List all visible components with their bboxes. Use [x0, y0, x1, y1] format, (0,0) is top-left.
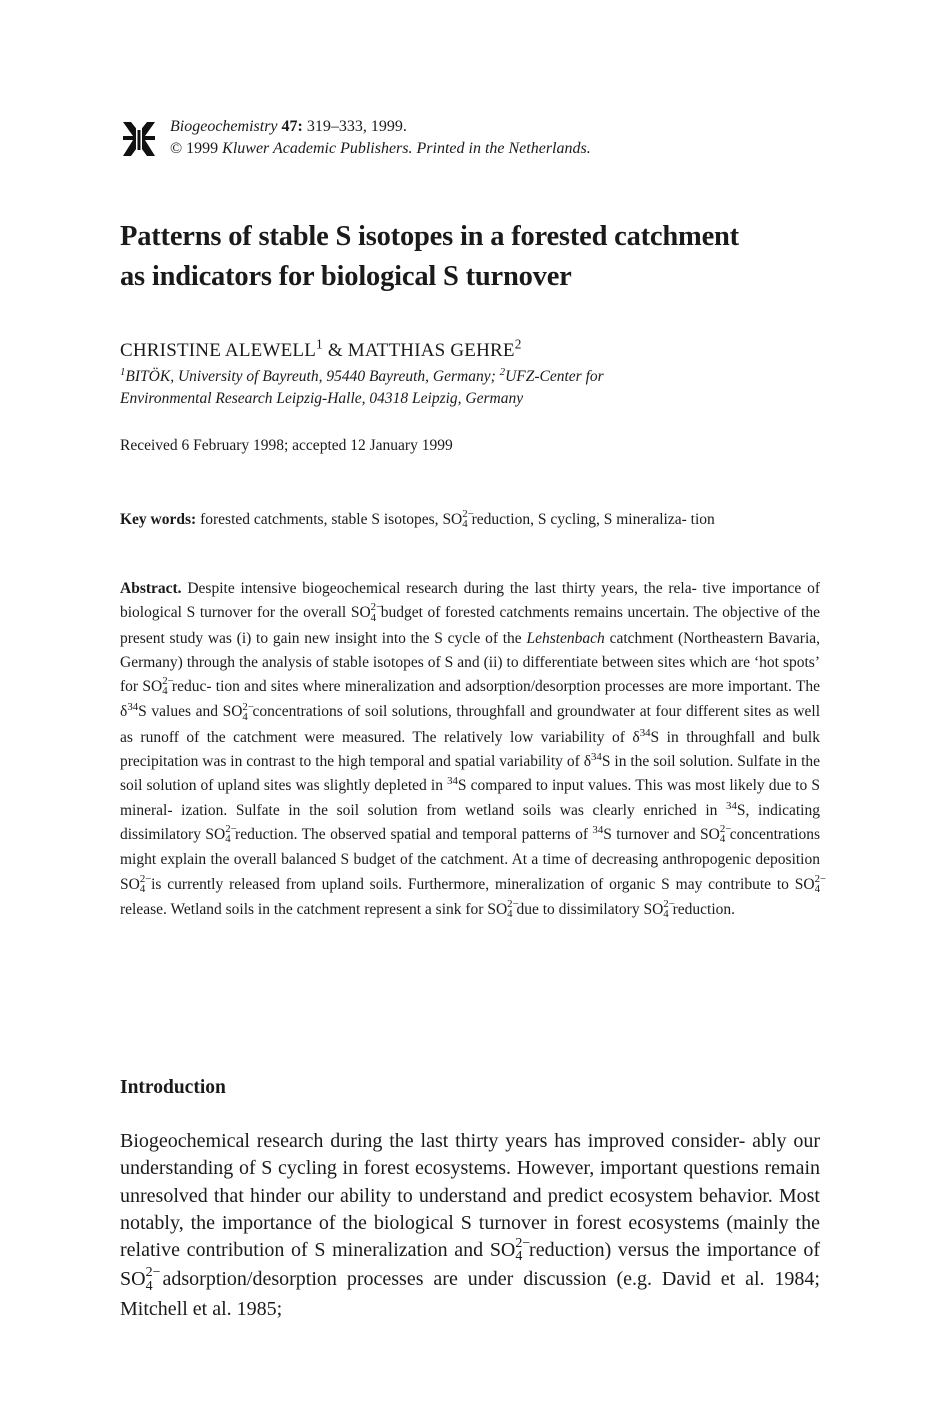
abstract-text: reduction. The observed spatial and temporal patterns of: [235, 825, 588, 843]
journal-pages: 319–333, 1999.: [306, 118, 407, 135]
section-heading-introduction: Introduction: [120, 1077, 226, 1098]
sulfate-formula: SO 2− $_4$: [700, 823, 732, 846]
received-dates: Received 6 February 1998; accepted 12 January 1999: [120, 437, 453, 454]
sulfate-formula: SO 2− $_4$: [120, 872, 152, 895]
intro-text: adsorption/desorption processes are under discussion (e.g. David et al. 1984; Mitchell et al. 1985;: [120, 1268, 820, 1320]
journal-name: Biogeochemistry: [170, 118, 278, 135]
isotope-mass: 34: [592, 824, 604, 837]
abstract-text: concentrations of soil solutions, throughfall and groundwater at four different sites as well as runoff of the catchment were measured. The relatively low variability of: [120, 703, 821, 746]
sulfate-formula: SO 2− $_4$: [794, 872, 827, 895]
abstract-text: S compared to input values. This was most likely due to S mineral- ization. Sulfate in the soil solution from wetland soils was clearly enriched in: [120, 777, 821, 819]
abstract-text: S in the soil solution. Sulfate in the soil solution of upland sites was slightly depleted in: [120, 753, 821, 795]
author-1-affil-mark: 1: [316, 336, 323, 352]
delta-34s: $\delta^{34}$: [583, 751, 602, 771]
title-line-1: Patterns of stable S isotopes in a forested catchment: [120, 221, 739, 252]
catchment-name: Lehstenbach: [526, 629, 605, 647]
abstract-paragraph: [120, 577, 827, 923]
sulfate-formula: SO 2− $_4$: [350, 601, 383, 624]
affiliation-2b: Environmental Research Leipzig-Halle, 04318 Leipzig, Germany: [120, 389, 524, 407]
sulfate-formula: SO 2− $_4$: [643, 897, 675, 921]
abstract-text: Despite intensive biogeochemical research during the last thirty years, the rela- tive importance of biological S turnover for the overall: [120, 580, 821, 622]
isotope-mass: 34: [726, 799, 737, 812]
affiliation-1: BITÖK, University of Bayreuth, 95440 Bayreuth, Germany;: [125, 368, 496, 385]
intro-text: Biogeochemical research during the last thirty years has improved consider- ably our understanding of S cycling in forest ecosystems. However, important questions remain unresolved that hinder our ability to understand and predict ecosystem behavior. Most notably, the importance of the biological S turnover in forest ecosystems (mainly the relative contribution of S mineralization and: [120, 1130, 820, 1262]
intro-text: reduction) versus the importance of: [529, 1239, 820, 1262]
paper-title: [120, 217, 840, 297]
delta-34s: $\delta^{34}$: [120, 701, 139, 721]
keywords-label: Key words:: [120, 511, 197, 528]
affiliations: [120, 366, 840, 409]
sulfate-formula: SO 2− $_4$: [222, 700, 254, 723]
affil-1-mark: 1: [120, 366, 126, 379]
abstract-text: is currently released from upland soils. Furthermore, mineralization of organic S may contribute to: [151, 875, 789, 893]
abstract-text: S, indicating dissimilatory: [120, 801, 820, 843]
journal-line-1: [170, 116, 591, 138]
sulfate-formula: SO 2− $_4$: [120, 1264, 161, 1294]
sulfate-formula: SO 2− $_4$: [205, 823, 237, 846]
sulfate-formula: SO 2− $_4$: [142, 675, 174, 698]
abstract-text: S turnover and: [603, 825, 696, 843]
abstract-text: release. Wetland soils in the catchment represent a sink for: [120, 900, 484, 918]
author-2: MATTHIAS GEHRE: [347, 340, 515, 361]
abstract-text: reduc- tion and sites where mineralization and adsorption/desorption processes are more important. The: [171, 678, 821, 696]
abstract-text: budget of forested catchments remains uncertain. The objective of the present study was (i) to gain new insight into the S cycle of the: [120, 604, 820, 647]
abstract-label: Abstract.: [120, 580, 182, 597]
abstract-text: catchment (Northeastern Bavaria, Germany) through the analysis of stable isotopes of S and (ii) to differentiate between sites which are ‘hot spots’ for: [120, 629, 821, 696]
journal-citation: [170, 116, 591, 160]
abstract-text: concentrations might explain the overall balanced S budget of the catchment. At a time of decreasing anthropogenic deposition: [120, 825, 821, 869]
copyright-year: 1999: [186, 140, 219, 157]
sulfate-formula: SO 2− $_4$: [442, 508, 474, 531]
affil-2-mark: 2: [499, 366, 506, 379]
keywords-text-2: reduction, S cycling, S mineraliza-: [471, 511, 687, 528]
delta-34s: $\delta^{34}$: [632, 726, 651, 746]
author-1: CHRISTINE ALEWELL: [120, 340, 317, 361]
sulfate-formula: SO 2− $_4$: [487, 897, 519, 921]
publisher-logo-icon: [121, 118, 157, 160]
abstract-text: due to dissimilatory: [516, 900, 640, 918]
abstract-text: S in throughfall and bulk precipitation was in contrast to the high temporal and spatial variability of: [120, 728, 820, 771]
journal-volume: 47:: [281, 118, 303, 135]
introduction-paragraph: [120, 1128, 820, 1323]
keywords-text-3: tion: [690, 511, 715, 528]
author-separator: &: [327, 340, 343, 361]
author-list: [120, 336, 522, 362]
copyright-symbol: ©: [170, 140, 183, 157]
author-2-affil-mark: 2: [514, 336, 522, 352]
affiliation-2a: UFZ-Center for: [505, 368, 604, 385]
publisher-name: Kluwer Academic Publishers.: [222, 140, 413, 157]
printed-note: Printed in the Netherlands.: [416, 140, 591, 157]
title-line-2: as indicators for biological S turnover: [120, 261, 572, 292]
abstract-text: S values and: [138, 703, 218, 721]
sulfate-formula: SO 2− $_4$: [489, 1235, 531, 1265]
journal-line-2: [170, 138, 591, 160]
isotope-mass: 34: [447, 775, 458, 788]
keywords-paragraph: [120, 508, 820, 533]
keywords-text-1: forested catchments, stable S isotopes,: [200, 511, 439, 528]
abstract-text: reduction.: [672, 900, 736, 918]
